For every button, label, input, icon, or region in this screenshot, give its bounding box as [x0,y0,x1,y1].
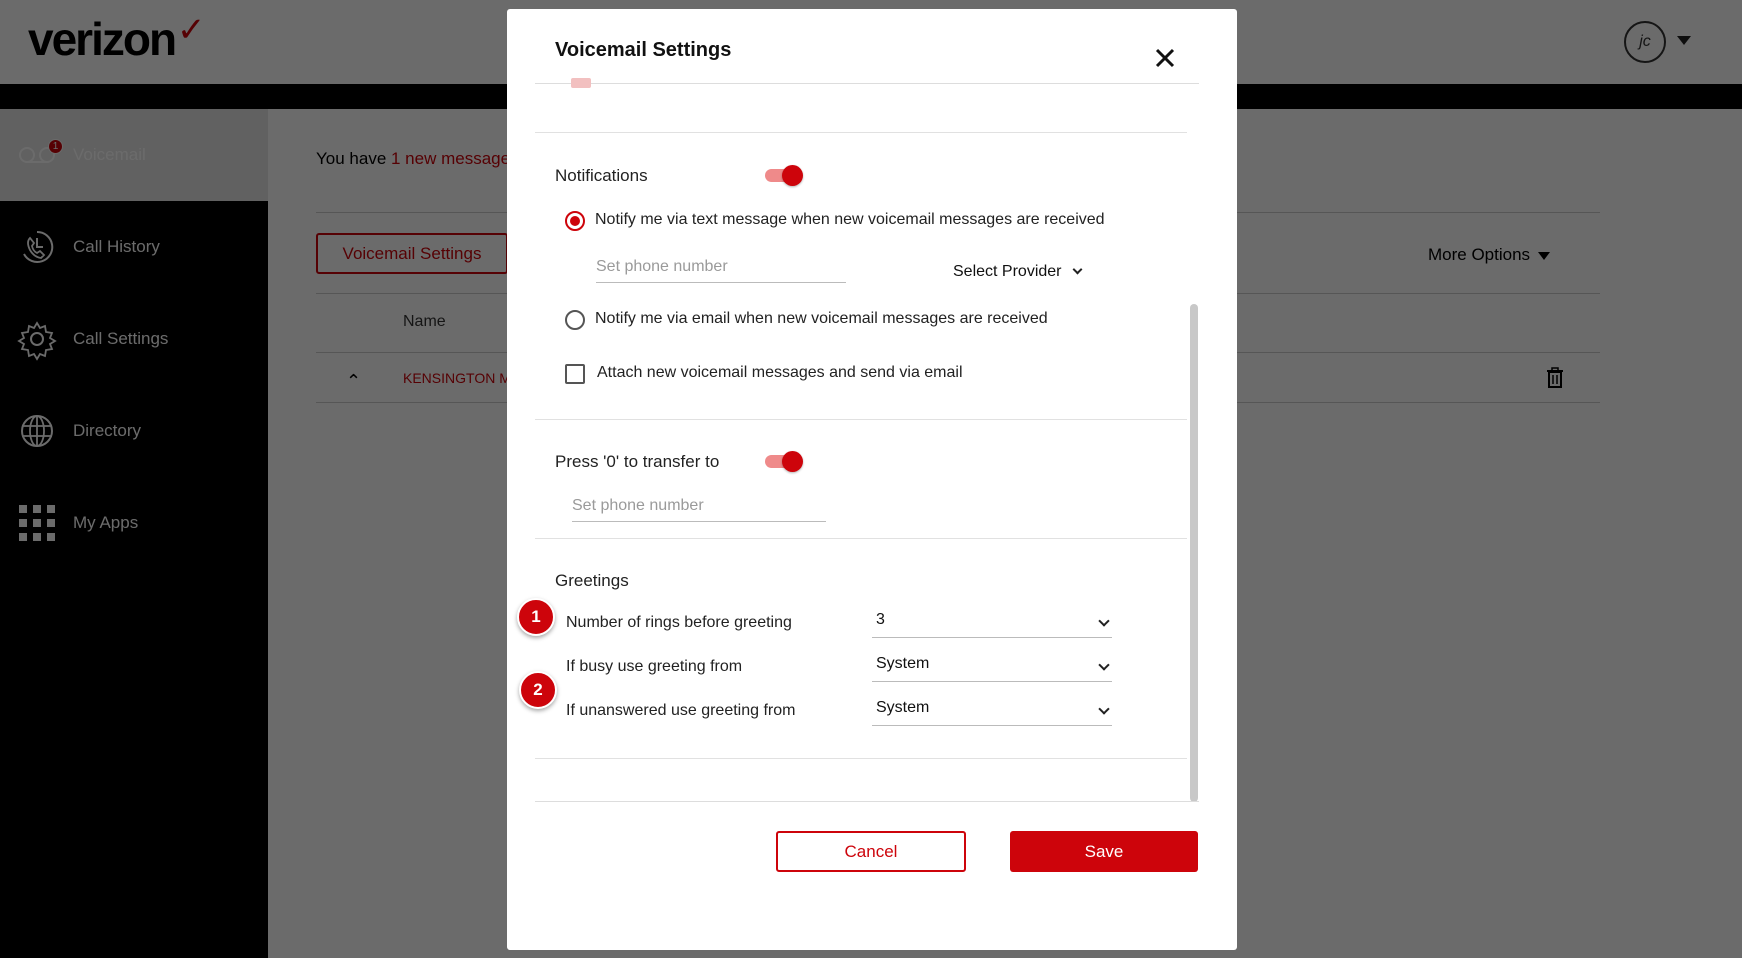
transfer-phone-input[interactable] [572,494,826,522]
chevron-down-icon [1098,659,1109,670]
cancel-button[interactable]: Cancel [776,831,966,872]
notify-phone-input[interactable] [596,255,846,283]
dialog-title: Voicemail Settings [555,39,732,61]
voicemail-settings-dialog [507,9,1237,950]
step-marker-1: 1 [517,598,555,636]
divider [535,538,1187,539]
notifications-label: Notifications [555,166,648,185]
busy-greeting-select[interactable]: System [872,652,1112,682]
chevron-down-icon [1098,615,1109,626]
attach-voicemail-checkbox[interactable] [565,364,585,384]
divider [535,758,1187,759]
divider [535,801,1199,802]
notify-email-radio[interactable] [565,310,585,330]
dialog-scroll-area[interactable] [531,84,1199,811]
notify-email-label: Notify me via email when new voicemail messages are received [595,310,1048,327]
transfer-toggle[interactable] [765,451,803,471]
save-button[interactable]: Save [1010,831,1198,872]
unanswered-greeting-label: If unanswered use greeting from [566,702,796,719]
chevron-down-icon [1098,703,1109,714]
busy-greeting-label: If busy use greeting from [566,658,743,675]
dialog-scrollbar[interactable] [1190,304,1198,802]
greetings-label: Greetings [555,571,629,590]
rings-select[interactable]: 3 [872,608,1112,638]
step-marker-2: 2 [519,671,557,709]
select-provider-dropdown[interactable]: Select Provider [953,263,1081,281]
chevron-down-icon [1072,265,1082,275]
attach-voicemail-label: Attach new voicemail messages and send via email [597,364,963,381]
close-icon[interactable] [1151,44,1179,72]
unanswered-greeting-select[interactable]: System [872,696,1112,726]
rings-label: Number of rings before greeting [566,614,792,631]
notify-text-label: Notify me via text message when new voicemail messages are received [595,211,1105,228]
partial-hidden-control [571,78,591,88]
divider [535,419,1187,420]
notify-text-radio[interactable] [565,211,585,231]
notifications-toggle[interactable] [765,165,803,185]
divider [535,132,1187,133]
transfer-label: Press '0' to transfer to [555,452,720,471]
